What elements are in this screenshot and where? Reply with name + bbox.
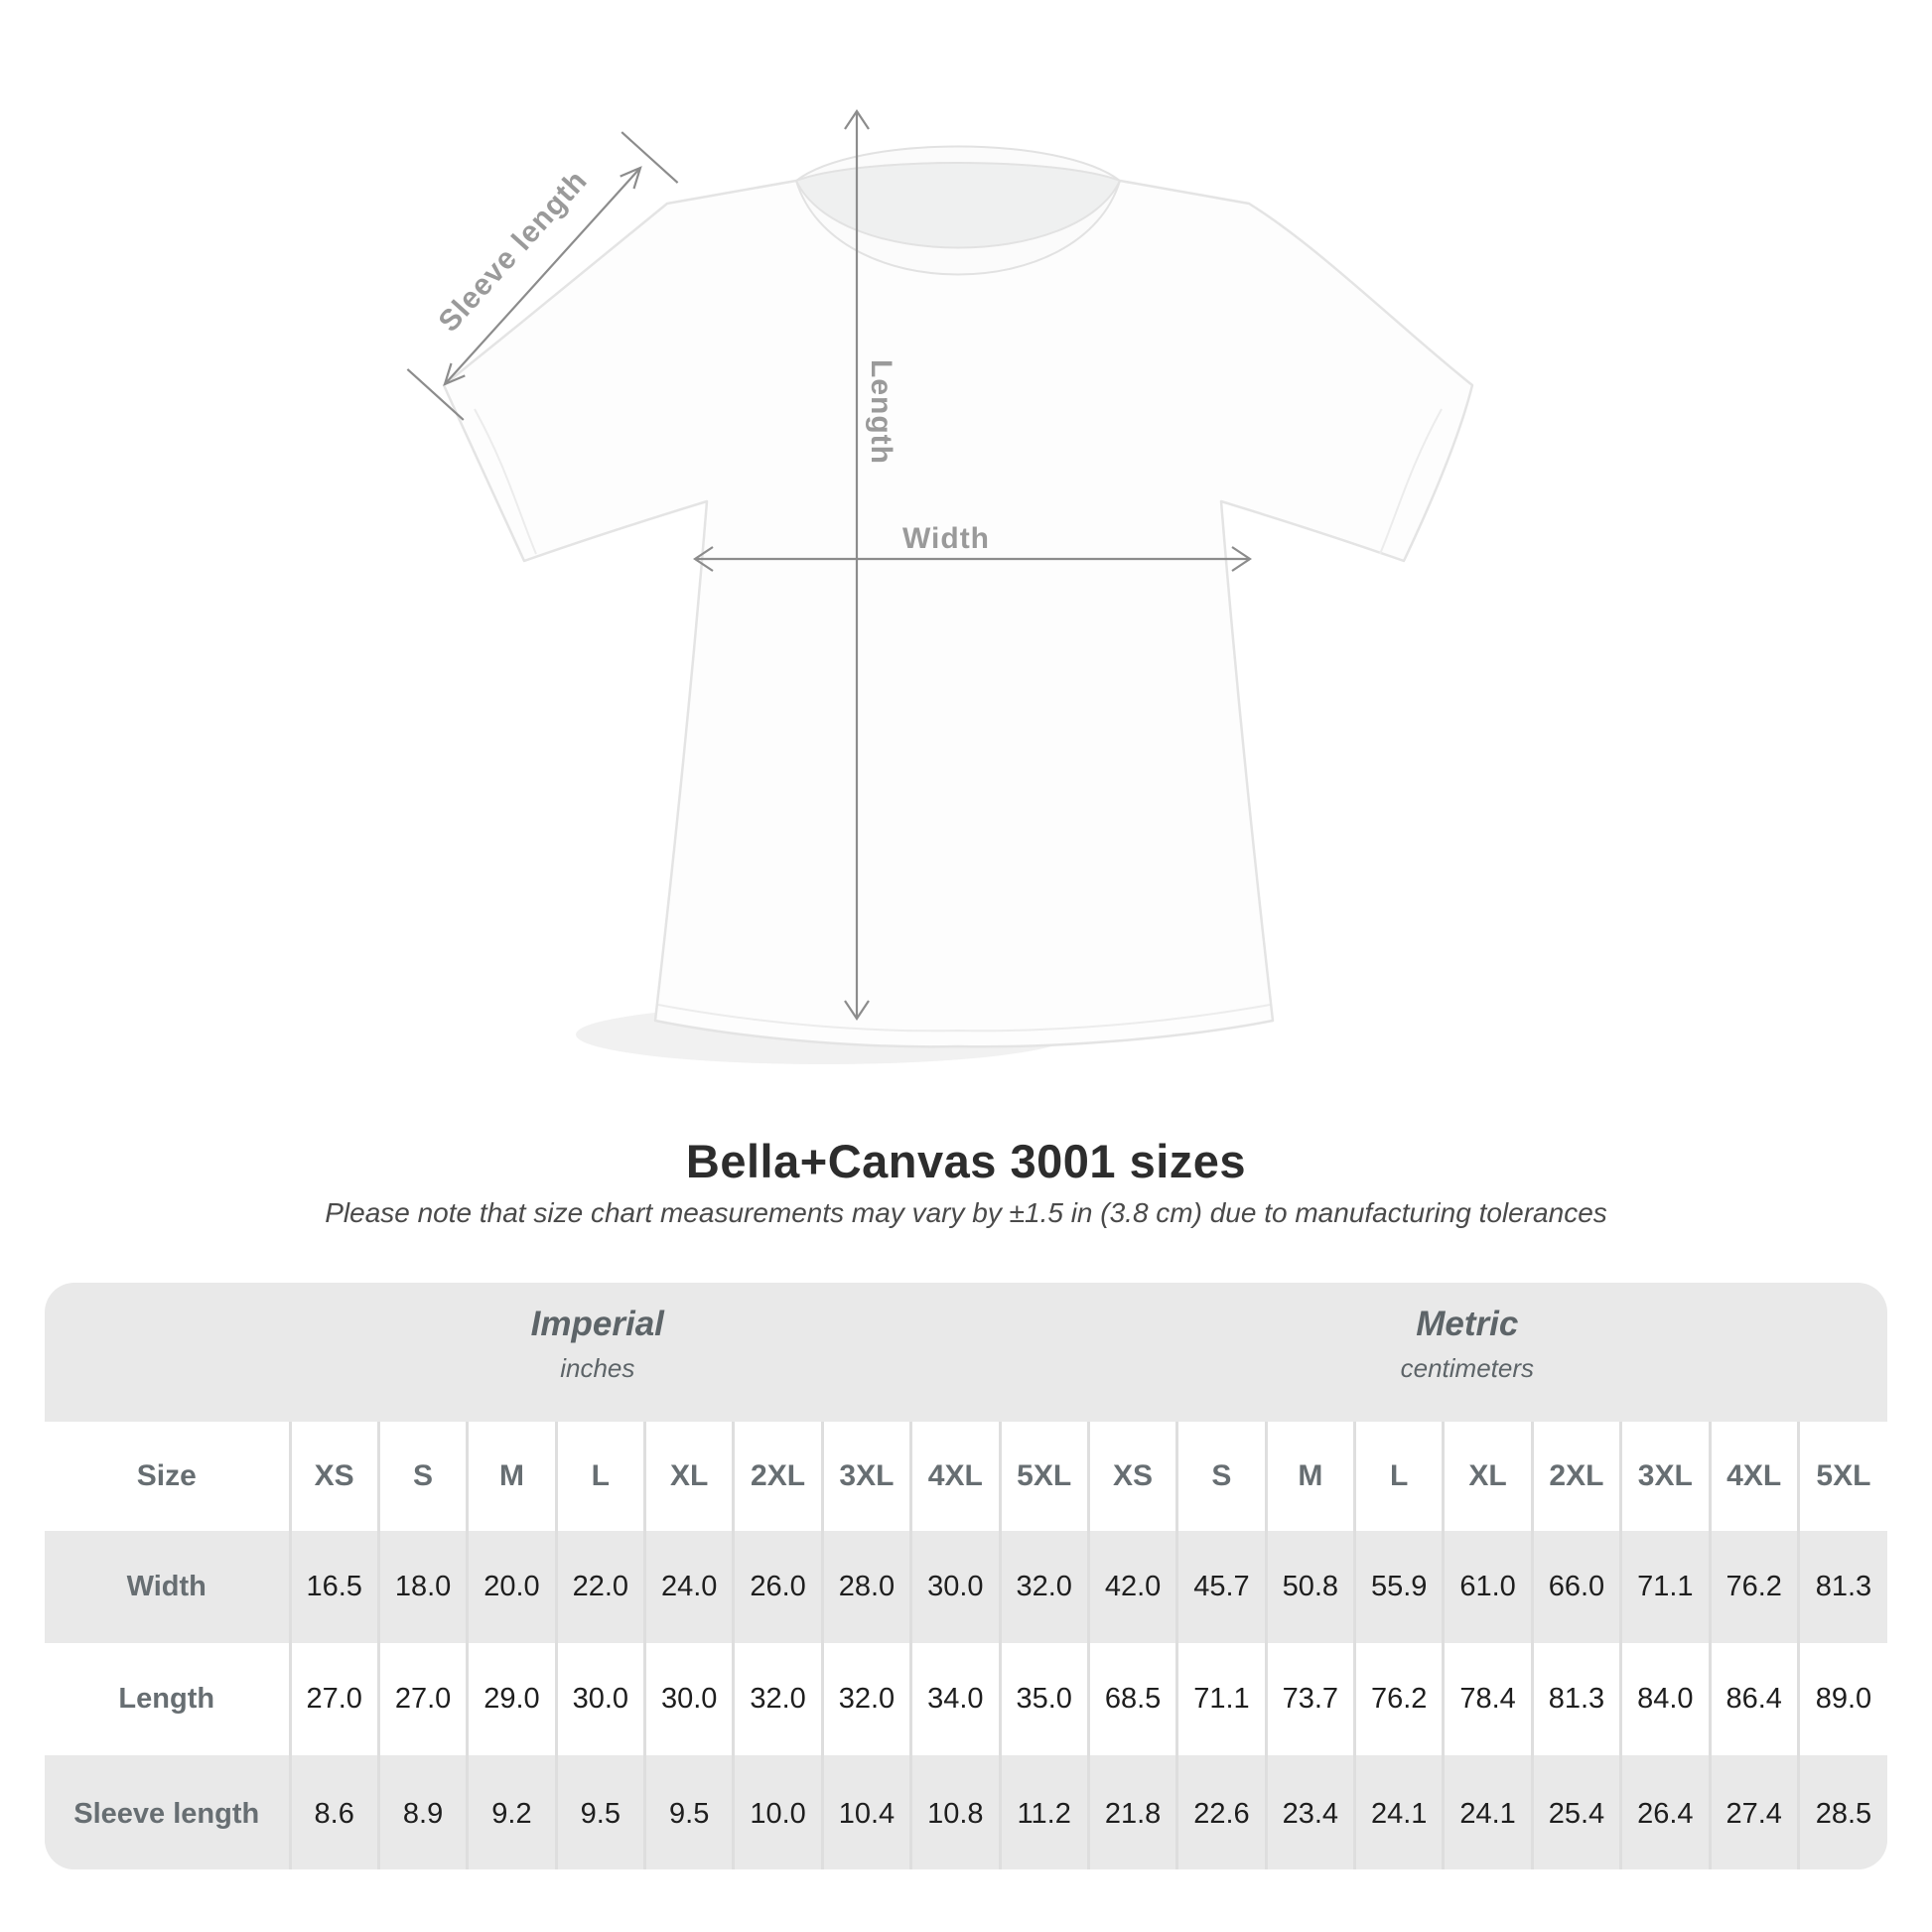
size-col-header: M	[1266, 1422, 1354, 1531]
imperial-group-header	[531, 1305, 664, 1384]
size-col-header: XL	[645, 1422, 734, 1531]
size-col-header: XS	[290, 1422, 378, 1531]
metric-label: Metric	[1416, 1305, 1519, 1343]
width-xs-cm: 42.0	[1088, 1531, 1176, 1643]
sleeve-2xl-in: 10.0	[734, 1755, 822, 1869]
sleeve-3xl-in: 10.4	[822, 1755, 910, 1869]
page-title: Bella+Canvas 3001 sizes	[685, 1135, 1247, 1187]
width-2xl-cm: 66.0	[1532, 1531, 1620, 1643]
size-col-header: 4XL	[1710, 1422, 1798, 1531]
size-col-header: 2XL	[734, 1422, 822, 1531]
width-xl-in: 24.0	[645, 1531, 734, 1643]
size-col-header: XS	[1088, 1422, 1176, 1531]
sleeve-5xl-cm: 28.5	[1798, 1755, 1887, 1869]
metric-group-header	[1401, 1305, 1534, 1384]
length-5xl-in: 35.0	[1000, 1643, 1088, 1755]
length-label: Length	[865, 359, 898, 465]
width-3xl-cm: 71.1	[1621, 1531, 1710, 1643]
size-table	[45, 1283, 1887, 1869]
size-col-header: M	[468, 1422, 556, 1531]
size-col-header: 3XL	[822, 1422, 910, 1531]
tshirt-body	[444, 181, 1472, 1046]
sleeve-3xl-cm: 26.4	[1621, 1755, 1710, 1869]
row-label: Width	[126, 1571, 207, 1602]
width-4xl-in: 30.0	[911, 1531, 1000, 1643]
length-4xl-cm: 86.4	[1710, 1643, 1798, 1755]
sleeve-2xl-cm: 25.4	[1532, 1755, 1620, 1869]
sleeve-s-in: 8.9	[378, 1755, 467, 1869]
sleeve-l-cm: 24.1	[1355, 1755, 1444, 1869]
metric-unit: centimeters	[1400, 1353, 1535, 1383]
sleeve-xl-cm: 24.1	[1444, 1755, 1532, 1869]
sleeve-xs-cm: 21.8	[1088, 1755, 1176, 1869]
tolerance-note: Please note that size chart measurements may vary by ±1.5 in (3.8 cm) due to manufacturing tolerances	[325, 1197, 1607, 1228]
width-xl-cm: 61.0	[1444, 1531, 1532, 1643]
width-3xl-in: 28.0	[822, 1531, 910, 1643]
length-5xl-cm: 89.0	[1798, 1643, 1887, 1755]
length-xs-cm: 68.5	[1088, 1643, 1176, 1755]
length-2xl-in: 32.0	[734, 1643, 822, 1755]
length-s-in: 27.0	[378, 1643, 467, 1755]
length-row	[45, 1643, 1887, 1755]
imperial-unit: inches	[560, 1353, 635, 1383]
width-label: Width	[901, 522, 991, 555]
width-5xl-cm: 81.3	[1798, 1531, 1887, 1643]
length-m-in: 29.0	[468, 1643, 556, 1755]
width-row	[45, 1531, 1887, 1643]
length-4xl-in: 34.0	[911, 1643, 1000, 1755]
sleeve-xl-in: 9.5	[645, 1755, 734, 1869]
size-measurements-table	[45, 1422, 1887, 1869]
length-3xl-cm: 84.0	[1621, 1643, 1710, 1755]
size-header: Size	[136, 1459, 197, 1492]
width-2xl-in: 26.0	[734, 1531, 822, 1643]
sleeve-m-cm: 23.4	[1266, 1755, 1354, 1869]
row-label: Sleeve length	[73, 1797, 260, 1830]
size-col-header: 5XL	[1798, 1422, 1887, 1531]
width-l-cm: 55.9	[1355, 1531, 1444, 1643]
size-col-header: 4XL	[911, 1422, 1000, 1531]
sleeve-length-label: Sleeve length	[432, 164, 595, 339]
sleeve-m-in: 9.2	[468, 1755, 556, 1869]
length-3xl-in: 32.0	[822, 1643, 910, 1755]
length-s-cm: 71.1	[1177, 1643, 1266, 1755]
size-col-header: 3XL	[1621, 1422, 1710, 1531]
width-5xl-in: 32.0	[1000, 1531, 1088, 1643]
size-col-header: XL	[1444, 1422, 1532, 1531]
size-col-header: S	[1177, 1422, 1266, 1531]
width-4xl-cm: 76.2	[1710, 1531, 1798, 1643]
size-col-header: 5XL	[1000, 1422, 1088, 1531]
length-2xl-cm: 81.3	[1532, 1643, 1620, 1755]
sleeve-4xl-in: 10.8	[911, 1755, 1000, 1869]
length-l-cm: 76.2	[1355, 1643, 1444, 1755]
size-col-header: 2XL	[1532, 1422, 1620, 1531]
size-header-row	[45, 1422, 1887, 1531]
imperial-label: Imperial	[530, 1305, 664, 1343]
length-l-in: 30.0	[556, 1643, 644, 1755]
width-m-in: 20.0	[468, 1531, 556, 1643]
sleeve-length-row	[45, 1755, 1887, 1869]
size-col-header: L	[556, 1422, 644, 1531]
size-col-header: L	[1355, 1422, 1444, 1531]
length-xl-in: 30.0	[645, 1643, 734, 1755]
dimension-endcap	[621, 132, 677, 183]
sleeve-l-in: 9.5	[556, 1755, 644, 1869]
sleeve-4xl-cm: 27.4	[1710, 1755, 1798, 1869]
length-m-cm: 73.7	[1266, 1643, 1354, 1755]
row-label: Length	[118, 1683, 215, 1715]
sleeve-xs-in: 8.6	[290, 1755, 378, 1869]
width-s-in: 18.0	[378, 1531, 467, 1643]
width-xs-in: 16.5	[290, 1531, 378, 1643]
sleeve-5xl-in: 11.2	[1000, 1755, 1088, 1869]
length-xs-in: 27.0	[290, 1643, 378, 1755]
size-col-header: S	[378, 1422, 467, 1531]
unit-group-header-row	[45, 1283, 1887, 1422]
width-m-cm: 50.8	[1266, 1531, 1354, 1643]
width-l-in: 22.0	[556, 1531, 644, 1643]
length-xl-cm: 78.4	[1444, 1643, 1532, 1755]
sleeve-s-cm: 22.6	[1177, 1755, 1266, 1869]
width-s-cm: 45.7	[1177, 1531, 1266, 1643]
